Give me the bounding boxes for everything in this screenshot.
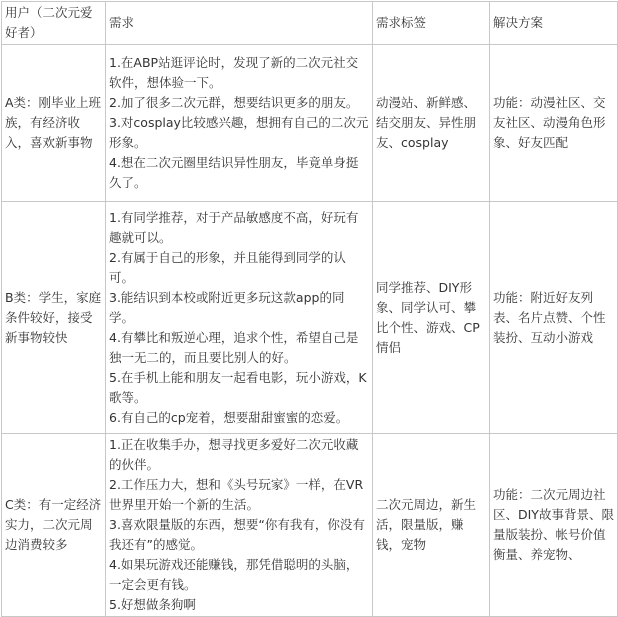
solution-cell: 功能：附近好友列表、名片点赞、个性装扮、互动小游戏 <box>490 202 618 434</box>
need-item: 3.能结识到本校或附近更多玩这款app的同学。 <box>109 289 345 325</box>
need-item: 4.有攀比和叛逆心理，追求个性，希望自己是独一无二的，而且要比别人的好。 <box>109 329 359 365</box>
user-type-cell: A类：刚毕业上班族，有经济收入，喜欢新事物 <box>2 45 106 202</box>
tags-cell: 同学推荐、DIY形象、同学认可、攀比个性、游戏、CP情侣 <box>373 202 490 434</box>
need-item: 5.在手机上能和朋友一起看电影，玩小游戏，K歌等。 <box>109 369 367 405</box>
table-header-row <box>2 2 618 45</box>
need-item: 1.有同学推荐，对于产品敏感度不高，好玩有趣就可以。 <box>109 209 359 245</box>
solution-cell: 功能：动漫社区、交友社区、动漫角色形象、好友匹配 <box>490 45 618 202</box>
needs-cell <box>106 45 373 202</box>
tags-cell: 动漫站、新鲜感、结交朋友、异性朋友、cosplay <box>373 45 490 202</box>
header-needs: 需求 <box>106 2 373 45</box>
table-row <box>2 202 618 434</box>
table-row <box>2 45 618 202</box>
needs-cell <box>106 434 373 617</box>
need-item: 3.对cosplay比较感兴趣，想拥有自己的二次元形象。 <box>109 115 369 150</box>
need-item: 1.正在收集手办，想寻找更多爱好二次元收藏的伙伴。 <box>109 437 359 472</box>
user-type-cell: C类：有一定经济实力，二次元周边消费较多 <box>2 434 106 617</box>
header-solution: 解决方案 <box>490 2 618 45</box>
need-item: 4.如果玩游戏还能赚钱，那凭借聪明的头脑，一定会更有钱。 <box>109 557 359 592</box>
need-item: 2.有属于自己的形象，并且能得到同学的认可。 <box>109 249 346 285</box>
table-row <box>2 434 618 617</box>
needs-cell <box>106 202 373 434</box>
header-tags: 需求标签 <box>373 2 490 45</box>
need-item: 2.工作压力大，想和《头号玩家》一样，在VR世界里开始一个新的生活。 <box>109 477 364 512</box>
user-type-cell: B类：学生，家庭条件较好，接受新事物较快 <box>2 202 106 434</box>
solution-cell: 功能：二次元周边社区、DIY故事背景、限量版装扮、帐号价值衡量、养宠物、 <box>490 434 618 617</box>
tags-cell: 二次元周边，新生活，限量版，赚钱，宠物 <box>373 434 490 617</box>
need-item: 5.好想做条狗啊 <box>109 597 196 612</box>
need-item: 3.喜欢限量版的东西，想要“你有我有，你没有我还有”的感觉。 <box>109 517 365 552</box>
need-item: 2.加了很多二次元群，想要结识更多的朋友。 <box>109 95 359 110</box>
need-item: 4.想在二次元圈里结识异性朋友，毕竟单身挺久了。 <box>109 155 359 190</box>
need-item: 1.在ABP站逛评论时，发现了新的二次元社交软件，想体验一下。 <box>109 55 359 90</box>
header-user: 用户（二次元爱好者） <box>2 2 106 45</box>
need-item: 6.有自己的cp宠着，想要甜甜蜜蜜的恋爱。 <box>109 409 349 425</box>
user-requirements-table <box>1 1 618 617</box>
